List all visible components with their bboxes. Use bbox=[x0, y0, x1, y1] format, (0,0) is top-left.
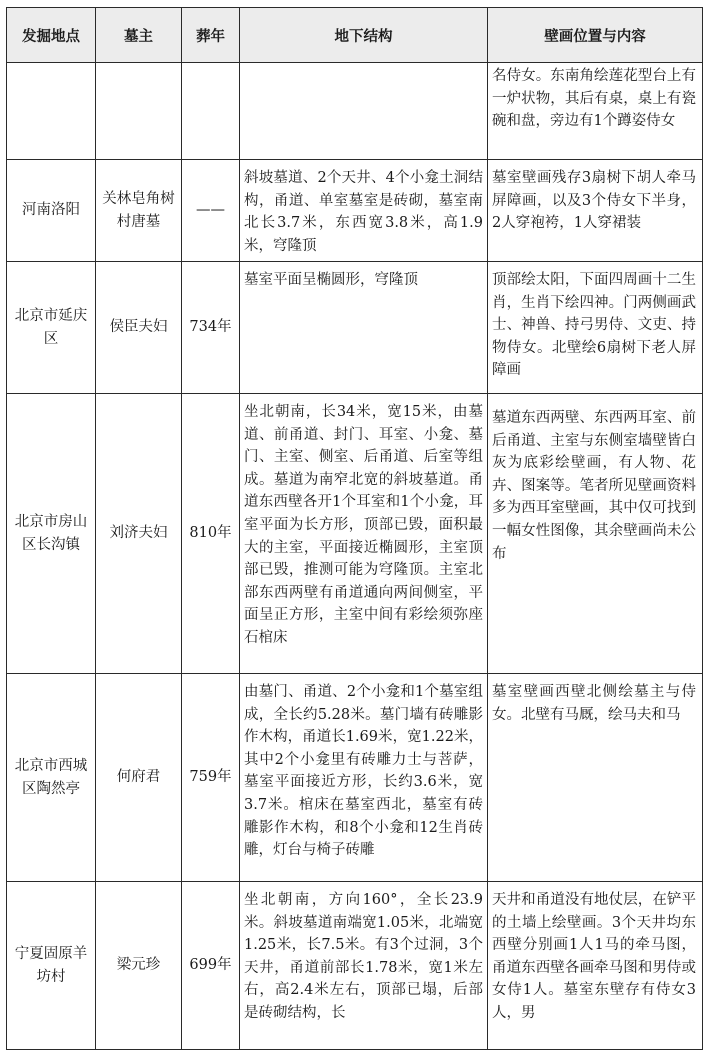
cell-owner: 关林皂角树村唐墓 bbox=[96, 160, 182, 262]
header-location: 发掘地点 bbox=[7, 8, 96, 63]
header-structure: 地下结构 bbox=[240, 8, 488, 63]
cell-structure: 墓室平面呈椭圆形，穹隆顶 bbox=[240, 262, 488, 394]
header-owner: 墓主 bbox=[96, 8, 182, 63]
cell-mural: 墓室壁画西壁北侧绘墓主与侍女。北壁有马厩，绘马夫和马 bbox=[488, 674, 703, 882]
cell-year: 699年 bbox=[182, 882, 240, 1050]
cell-mural: 天井和甬道没有地仗层，在铲平的土墙上绘壁画。3个天井均东西壁分别画1人1马的牵马图，甬道东西壁各画牵马图和男侍或女侍1人。墓室东壁存有侍女3人，男 bbox=[488, 882, 703, 1050]
tomb-mural-table bbox=[6, 7, 703, 1050]
cell-structure: 斜坡墓道、2个天井、4个小龛土洞结构，甬道、单室墓室是砖砌，墓室南北长3.7米，东西宽3.8米，高1.9米，穹隆顶 bbox=[240, 160, 488, 262]
cell-location: 北京市西城区陶然亭 bbox=[7, 674, 96, 882]
cell-year: —— bbox=[182, 160, 240, 262]
cell-year: 810年 bbox=[182, 394, 240, 674]
cell-mural: 顶部绘太阳，下面四周画十二生肖，生肖下绘四神。门两侧画武士、神兽、持弓男侍、文吏、持物侍女。北壁绘6扇树下老人屏障画 bbox=[488, 262, 703, 394]
cell-location: 宁夏固原羊坊村 bbox=[7, 882, 96, 1050]
cell-mural: 名侍女。东南角绘莲花型台上有一炉状物，其后有桌，桌上有瓷碗和盘，旁边有1个蹲姿侍女 bbox=[488, 63, 703, 160]
table-row bbox=[7, 882, 703, 1050]
cell-owner: 何府君 bbox=[96, 674, 182, 882]
cell-structure: 坐北朝南，长34米，宽15米，由墓道、前甬道、封门、耳室、小龛、墓门、主室、侧室、后甬道、后室等组成。墓道为南窄北宽的斜坡墓道。甬道东西壁各开1个耳室和1个小龛，耳室平面为长方形，顶部已毁，面积最大的主室，平面接近椭圆形，主室顶部已毁，推测可能为穹隆顶。主室北部东西两壁有甬道通向两间侧室，平面呈正方形，主室中间有彩绘须弥座石棺床 bbox=[240, 394, 488, 674]
cell-structure bbox=[240, 63, 488, 160]
table-row bbox=[7, 160, 703, 262]
header-row bbox=[7, 8, 703, 63]
cell-owner: 梁元珍 bbox=[96, 882, 182, 1050]
cell-owner bbox=[96, 63, 182, 160]
cell-location bbox=[7, 63, 96, 160]
header-year: 葬年 bbox=[182, 8, 240, 63]
cell-owner: 刘济夫妇 bbox=[96, 394, 182, 674]
cell-location: 河南洛阳 bbox=[7, 160, 96, 262]
cell-structure: 由墓门、甬道、2个小龛和1个墓室组成，全长约5.28米。墓门墙有砖雕影作木构，甬道长1.69米，宽1.22米，其中2个小龛里有砖雕力士与菩萨，墓室平面接近方形，长约3.6米，宽3.7米。棺床在墓室西北，墓室有砖雕影作木构，和8个小龛和12生肖砖雕，灯台与椅子砖雕 bbox=[240, 674, 488, 882]
cell-year: 734年 bbox=[182, 262, 240, 394]
cell-year bbox=[182, 63, 240, 160]
table-row bbox=[7, 394, 703, 674]
cell-year: 759年 bbox=[182, 674, 240, 882]
cell-location: 北京市房山区长沟镇 bbox=[7, 394, 96, 674]
header-mural: 壁画位置与内容 bbox=[488, 8, 703, 63]
cell-structure: 坐北朝南，方向160°，全长23.9米。斜坡墓道南端宽1.05米，北端宽1.25米，长7.5米。有3个过洞，3个天井，甬道前部长1.78米，宽1米左右，高2.4米左右，顶部已塌，后部是砖砌结构，长 bbox=[240, 882, 488, 1050]
cell-owner: 侯臣夫妇 bbox=[96, 262, 182, 394]
table-row bbox=[7, 674, 703, 882]
cell-mural: 墓室壁画残存3扇树下胡人牵马屏障画，以及3个侍女下半身，2人穿袍袴，1人穿裙装 bbox=[488, 160, 703, 262]
table-row bbox=[7, 262, 703, 394]
cell-mural: 墓道东西两壁、东西两耳室、前后甬道、主室与东侧室墙壁皆白灰为底彩绘壁画，有人物、花卉、图案等。笔者所见壁画资料多为西耳室壁画，其中仅可找到一幅女性图像，其余壁画尚未公布 bbox=[488, 394, 703, 674]
cell-location: 北京市延庆区 bbox=[7, 262, 96, 394]
table-row bbox=[7, 63, 703, 160]
